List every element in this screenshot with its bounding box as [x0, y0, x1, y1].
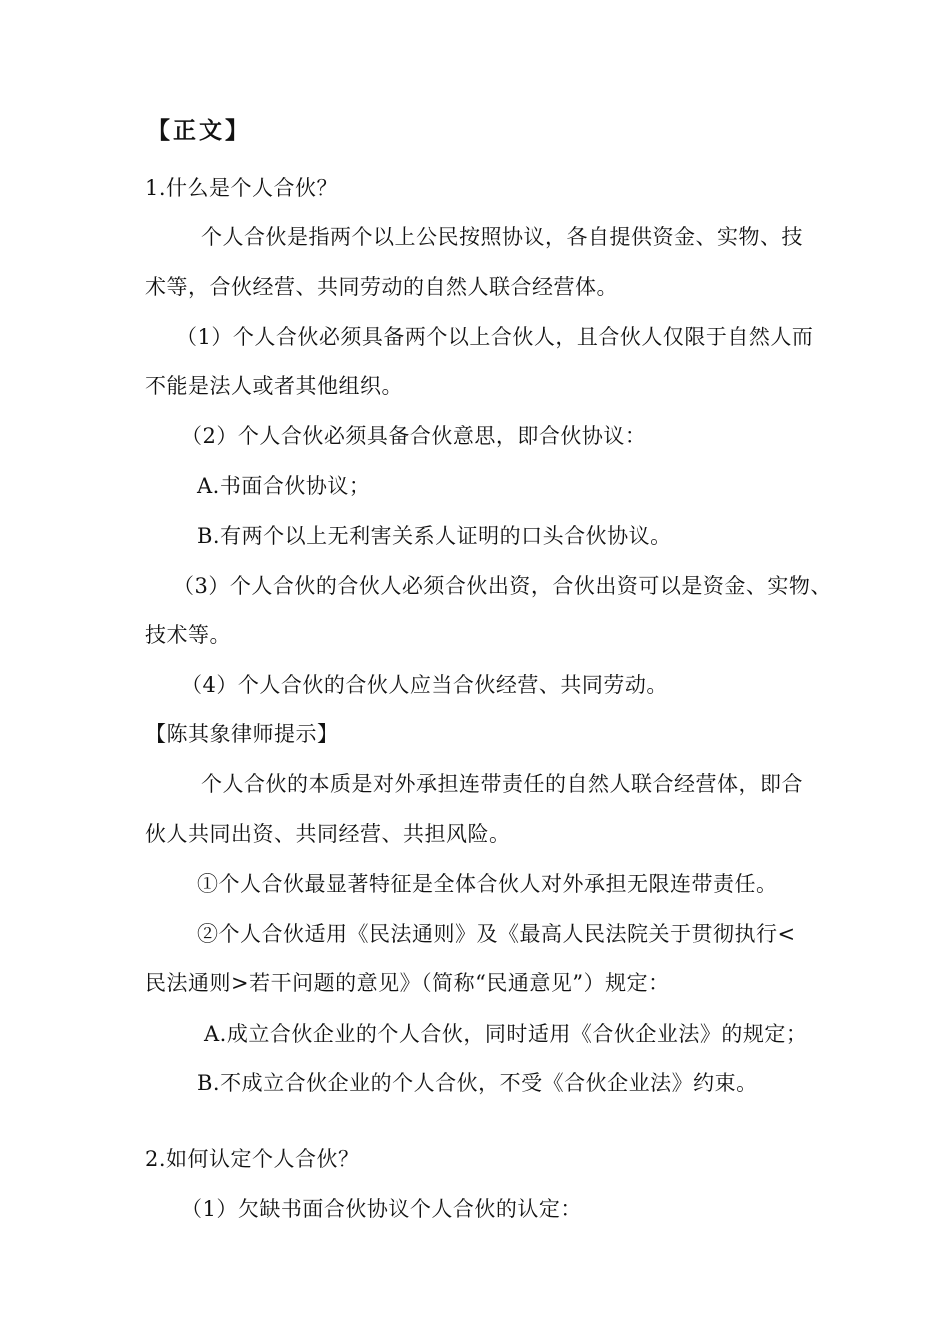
characteristic-2-line-1: ②个人合伙适用《民法通则》及《最高人民法院关于贯彻执行< — [197, 922, 796, 946]
point-4: （4）个人合伙的合伙人应当合伙经营、共同劳动。 — [181, 673, 668, 697]
point-2-item-a: A.书面合伙协议； — [197, 474, 371, 498]
point-3-line-2: 技术等。 — [145, 623, 231, 647]
characteristic-1: ①个人合伙最显著特征是全体合伙人对外承担无限连带责任。 — [197, 872, 778, 896]
question-2-point-1: （1）欠缺书面合伙协议个人合伙的认定： — [181, 1197, 582, 1221]
lawyer-tip-heading: 【陈其象律师提示】 — [145, 722, 339, 746]
point-2-item-b: B.有两个以上无利害关系人证明的口头合伙协议。 — [197, 524, 672, 548]
point-1-line-2: 不能是法人或者其他组织。 — [145, 374, 403, 398]
tip-line-2: 伙人共同出资、共同经营、共担风险。 — [145, 822, 511, 846]
question-2-heading: 2.如何认定个人合伙？ — [145, 1147, 360, 1171]
characteristic-2-item-a: A.成立合伙企业的个人合伙，同时适用《合伙企业法》的规定； — [204, 1022, 808, 1046]
point-3-line-1: （3）个人合伙的合伙人必须合伙出资，合伙出资可以是资金、实物、 — [173, 574, 832, 598]
point-2: （2）个人合伙必须具备合伙意思，即合伙协议： — [181, 424, 647, 448]
definition-line-1: 个人合伙是指两个以上公民按照协议，各自提供资金、实物、技 — [201, 225, 803, 249]
definition-line-2: 术等，合伙经营、共同劳动的自然人联合经营体。 — [145, 275, 618, 299]
question-1-heading: 1.什么是个人合伙？ — [145, 176, 339, 200]
characteristic-2-line-2: 民法通则>若干问题的意见》（简称“民通意见”）规定： — [145, 971, 670, 995]
section-heading: 【正文】 — [147, 117, 251, 144]
point-1-line-1: （1）个人合伙必须具备两个以上合伙人，且合伙人仅限于自然人而 — [176, 325, 814, 349]
tip-line-1: 个人合伙的本质是对外承担连带责任的自然人联合经营体，即合 — [201, 772, 803, 796]
characteristic-2-item-b: B.不成立合伙企业的个人合伙，不受《合伙企业法》约束。 — [197, 1071, 758, 1095]
